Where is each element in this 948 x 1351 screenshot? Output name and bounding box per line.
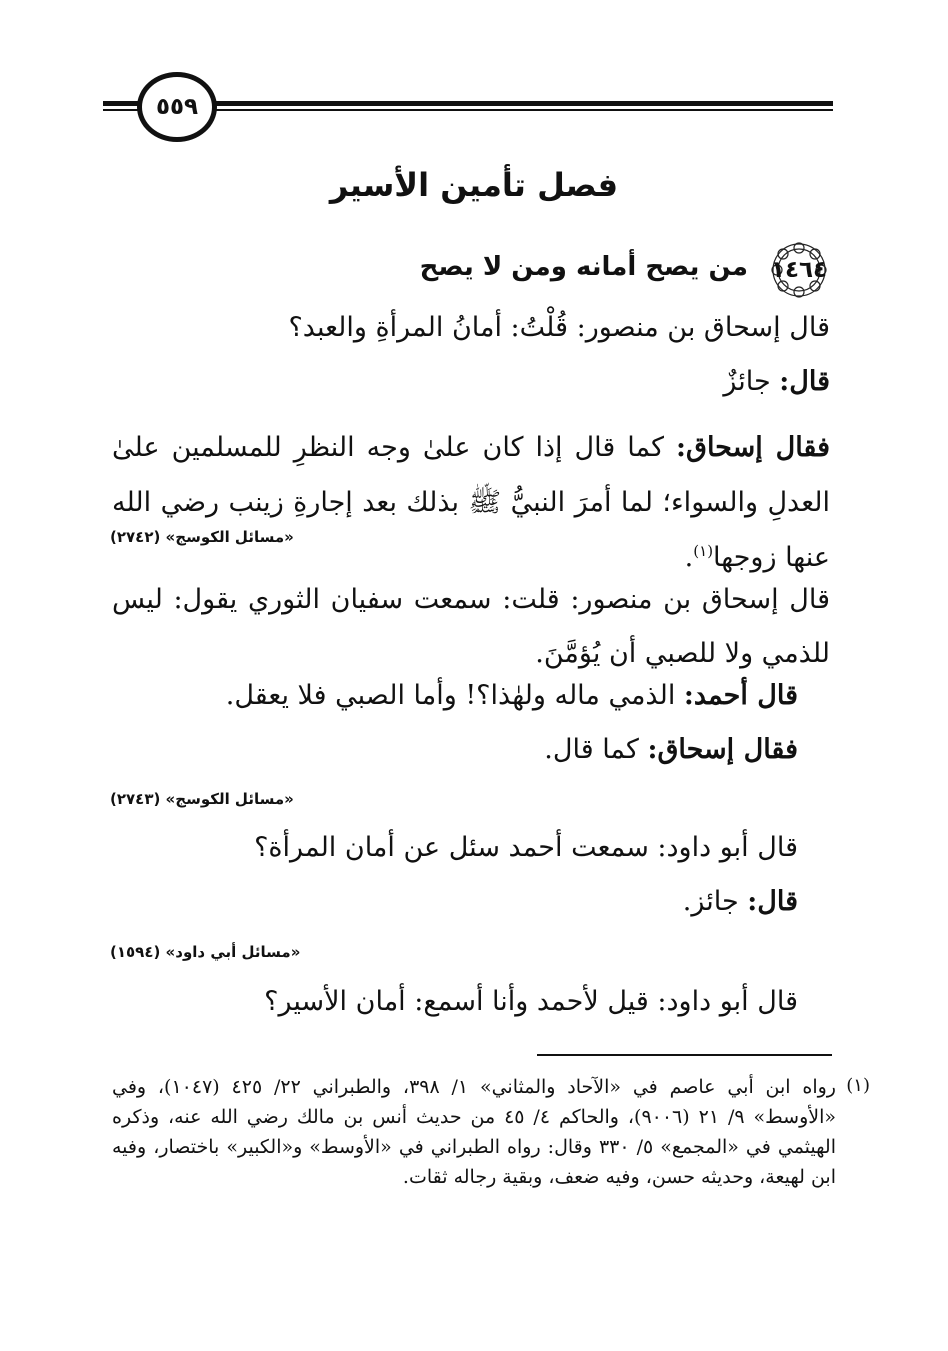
footnote-divider (537, 1054, 832, 1056)
paragraph: قال إسحاق بن منصور: قُلْتُ: أمانُ المرأةِ والعبد؟ (288, 312, 830, 343)
paragraph (544, 734, 798, 766)
paragraph-text: كما قال. (544, 734, 648, 765)
paragraph-end: . (684, 542, 694, 574)
chapter-title: فصل تأمين الأسير (329, 166, 619, 204)
source-reference: «مسائل أبي داود» (١٥٩٤) (110, 943, 301, 961)
paragraph: قال أبو داود: سمعت أحمد سئل عن أمان المرأة؟ (254, 832, 798, 863)
footnote-number: (١) (846, 1075, 870, 1096)
footnote-text: رواه ابن أبي عاصم في «الآحاد والمثاني» ١/ ٣٩٨، والطبراني ٢٢/ ٤٢٥ (١٠٤٧)، وفي «الأوسط» ٩/ ٢١ (٩٠٠٦)، والحاكم ٤/ ٤٥ من حديث أنس بن مالك رضي الله عنه، وذكره الهيثمي في «المجمع» ٥/ ٣٣٠ وقال: رواه الطبراني في «الأوسط» و«الكبير» باختصار، وفيه ابن لهيعة، وحديثه حسن، وفيه ضعف، وبقية رجاله ثقات. (112, 1076, 836, 1189)
source-reference: «مسائل الكوسج» (٢٧٤٢) (110, 528, 294, 546)
speaker-label: قال: (779, 366, 830, 397)
page-number: ٥٥٩ (155, 94, 199, 120)
footnote-marker: (١) (693, 542, 714, 561)
page-number-oval (137, 72, 217, 142)
paragraph-text: جائزٌ (723, 366, 780, 397)
footnote (112, 1072, 870, 1192)
section-number: ١٤٦٤ (770, 257, 828, 283)
paragraph (723, 366, 830, 398)
speaker-label: فقال إسحاق: (676, 432, 830, 463)
paragraph-text: كما قال إذا كان علىٰ وجه النظرِ للمسلمين علىٰ العدلِ والسواء؛ لما أمرَ النبيُّ ﷺ بذلك بعد إجارةِ زينب رضي الله عنها زوجها (112, 432, 830, 574)
paragraph-text: الذمي ماله ولهٰذا؟! وأما الصبي فلا يعقل. (225, 680, 684, 711)
section-number-badge (758, 240, 840, 300)
paragraph: قال إسحاق بن منصور: قلت: سمعت سفيان الثوري يقول: ليس للذمي ولا للصبي أن يُؤمَّنَ. (112, 584, 830, 669)
speaker-label: فقال إسحاق: (647, 734, 798, 765)
speaker-label: قال أحمد: (683, 680, 798, 711)
paragraph (226, 680, 798, 712)
section-title: من يصح أمانه ومن لا يصح (419, 252, 748, 282)
paragraph (112, 420, 830, 585)
paragraph (683, 886, 798, 918)
source-reference: «مسائل الكوسج» (٢٧٤٣) (110, 790, 294, 808)
paragraph: قال أبو داود: قيل لأحمد وأنا أسمع: أمان الأسير؟ (264, 986, 798, 1017)
speaker-label: قال: (747, 886, 798, 917)
paragraph-text: جائز. (682, 886, 748, 917)
